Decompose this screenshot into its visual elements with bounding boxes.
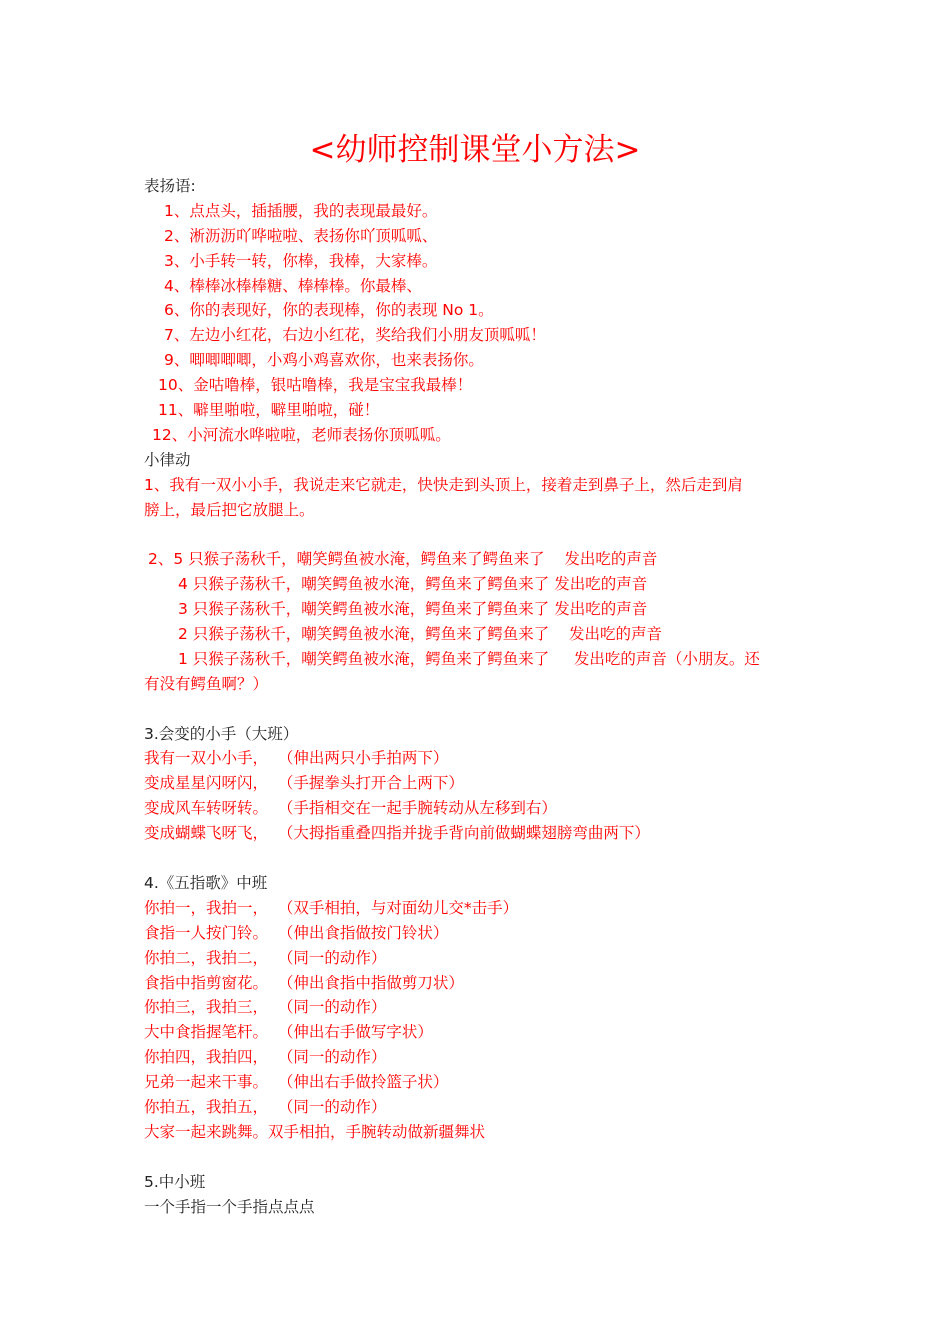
section-4-line: 你拍五，我拍五， （同一的动作） [144, 1097, 387, 1116]
spacer [144, 846, 824, 871]
praise-item: 2、淅沥沥吖哗啦啦、表扬你吖顶呱呱、 [164, 226, 438, 245]
section-4-heading: 4.《五指歌》中班 [144, 873, 268, 892]
rhythm-item-2-line: 3 只猴子荡秋千，嘲笑鳄鱼被水淹，鳄鱼来了鳄鱼来了 发出吃的声音 [178, 600, 648, 619]
rhythm-item-1-line: 1、我有一双小小手，我说走来它就走，快快走到头顶上，接着走到鼻子上，然后走到肩 [144, 475, 743, 494]
praise-item: 7、左边小红花，右边小红花，奖给我们小朋友顶呱呱！ [164, 326, 546, 345]
section-5-heading: 5.中小班 [144, 1172, 206, 1191]
section-5-line: 一个手指一个手指点点点 [144, 1197, 315, 1216]
rhythm-item-1-line: 膀上，最后把它放腿上。 [144, 500, 315, 519]
praise-item: 3、小手转一转，你棒，我棒，大家棒。 [164, 251, 438, 270]
rhythm-item-2-line: 有没有鳄鱼啊？） [144, 674, 269, 693]
spacer [144, 1145, 824, 1170]
rhythm-item-2-line: 4 只猴子荡秋千，嘲笑鳄鱼被水淹，鳄鱼来了鳄鱼来了 发出吃的声音 [178, 575, 648, 594]
praise-item: 12、小河流水哗啦啦，老师表扬你顶呱呱。 [152, 425, 451, 444]
section-4-line: 你拍三，我拍三， （同一的动作） [144, 998, 387, 1017]
rhythm-heading: 小律动 [144, 450, 191, 469]
section-4-line: 大家一起来跳舞。双手相拍，手腕转动做新疆舞状 [144, 1122, 486, 1141]
section-3-line: 变成星星闪呀闪， （手握拳头打开合上两下） [144, 774, 464, 793]
section-4-line: 食指中指剪窗花。 （伸出食指中指做剪刀状） [144, 973, 464, 992]
rhythm-item-2-line: 2 只猴子荡秋千，嘲笑鳄鱼被水淹，鳄鱼来了鳄鱼来了 发出吃的声音 [178, 625, 662, 644]
section-4-line: 你拍四，我拍四， （同一的动作） [144, 1048, 387, 1067]
spacer [144, 522, 824, 547]
page-title: <幼师控制课堂小方法> [309, 132, 641, 168]
section-4-line: 你拍二，我拍二， （同一的动作） [144, 948, 387, 967]
praise-item: 6、你的表现好，你的表现棒，你的表现 No 1。 [164, 301, 494, 320]
section-4-line: 你拍一，我拍一， （双手相拍，与对面幼儿交*击手） [144, 898, 519, 917]
praise-item: 9、唧唧唧唧，小鸡小鸡喜欢你，也来表扬你。 [164, 351, 484, 370]
praise-item: 10、金咕噜棒，银咕噜棒，我是宝宝我最棒！ [158, 376, 473, 395]
document-body [144, 174, 824, 1219]
section-3-line: 变成风车转呀转。 （手指相交在一起手腕转动从左移到右） [144, 799, 557, 818]
section-4-line: 兄弟一起来干事。 （伸出右手做拎篮子状） [144, 1073, 449, 1092]
section-3-line: 变成蝴蝶飞呀飞， （大拇指重叠四指并拢手背向前做蝴蝶翅膀弯曲两下） [144, 824, 650, 843]
section-3-heading: 3.会变的小手（大班） [144, 724, 299, 743]
praise-item: 1、点点头，插插腰，我的表现最最好。 [164, 201, 438, 220]
section-3-line: 我有一双小小手， （伸出两只小手拍两下） [144, 749, 449, 768]
praise-item: 11、噼里啪啦，噼里啪啦，碰！ [158, 401, 380, 420]
praise-heading: 表扬语: [144, 177, 196, 195]
rhythm-item-2-line: 1 只猴子荡秋千，嘲笑鳄鱼被水淹，鳄鱼来了鳄鱼来了 发出吃的声音（小朋友。还 [178, 649, 760, 668]
praise-item: 4、棒棒冰棒棒糖、棒棒棒。你最棒、 [164, 276, 422, 295]
spacer [144, 697, 824, 722]
rhythm-item-2-line: 2、5 只猴子荡秋千，嘲笑鳄鱼被水淹，鳄鱼来了鳄鱼来了 发出吃的声音 [148, 550, 658, 569]
section-4-line: 大中食指握笔杆。 （伸出右手做写字状） [144, 1023, 433, 1042]
section-4-line: 食指一人按门铃。 （伸出食指做按门铃状） [144, 923, 449, 942]
